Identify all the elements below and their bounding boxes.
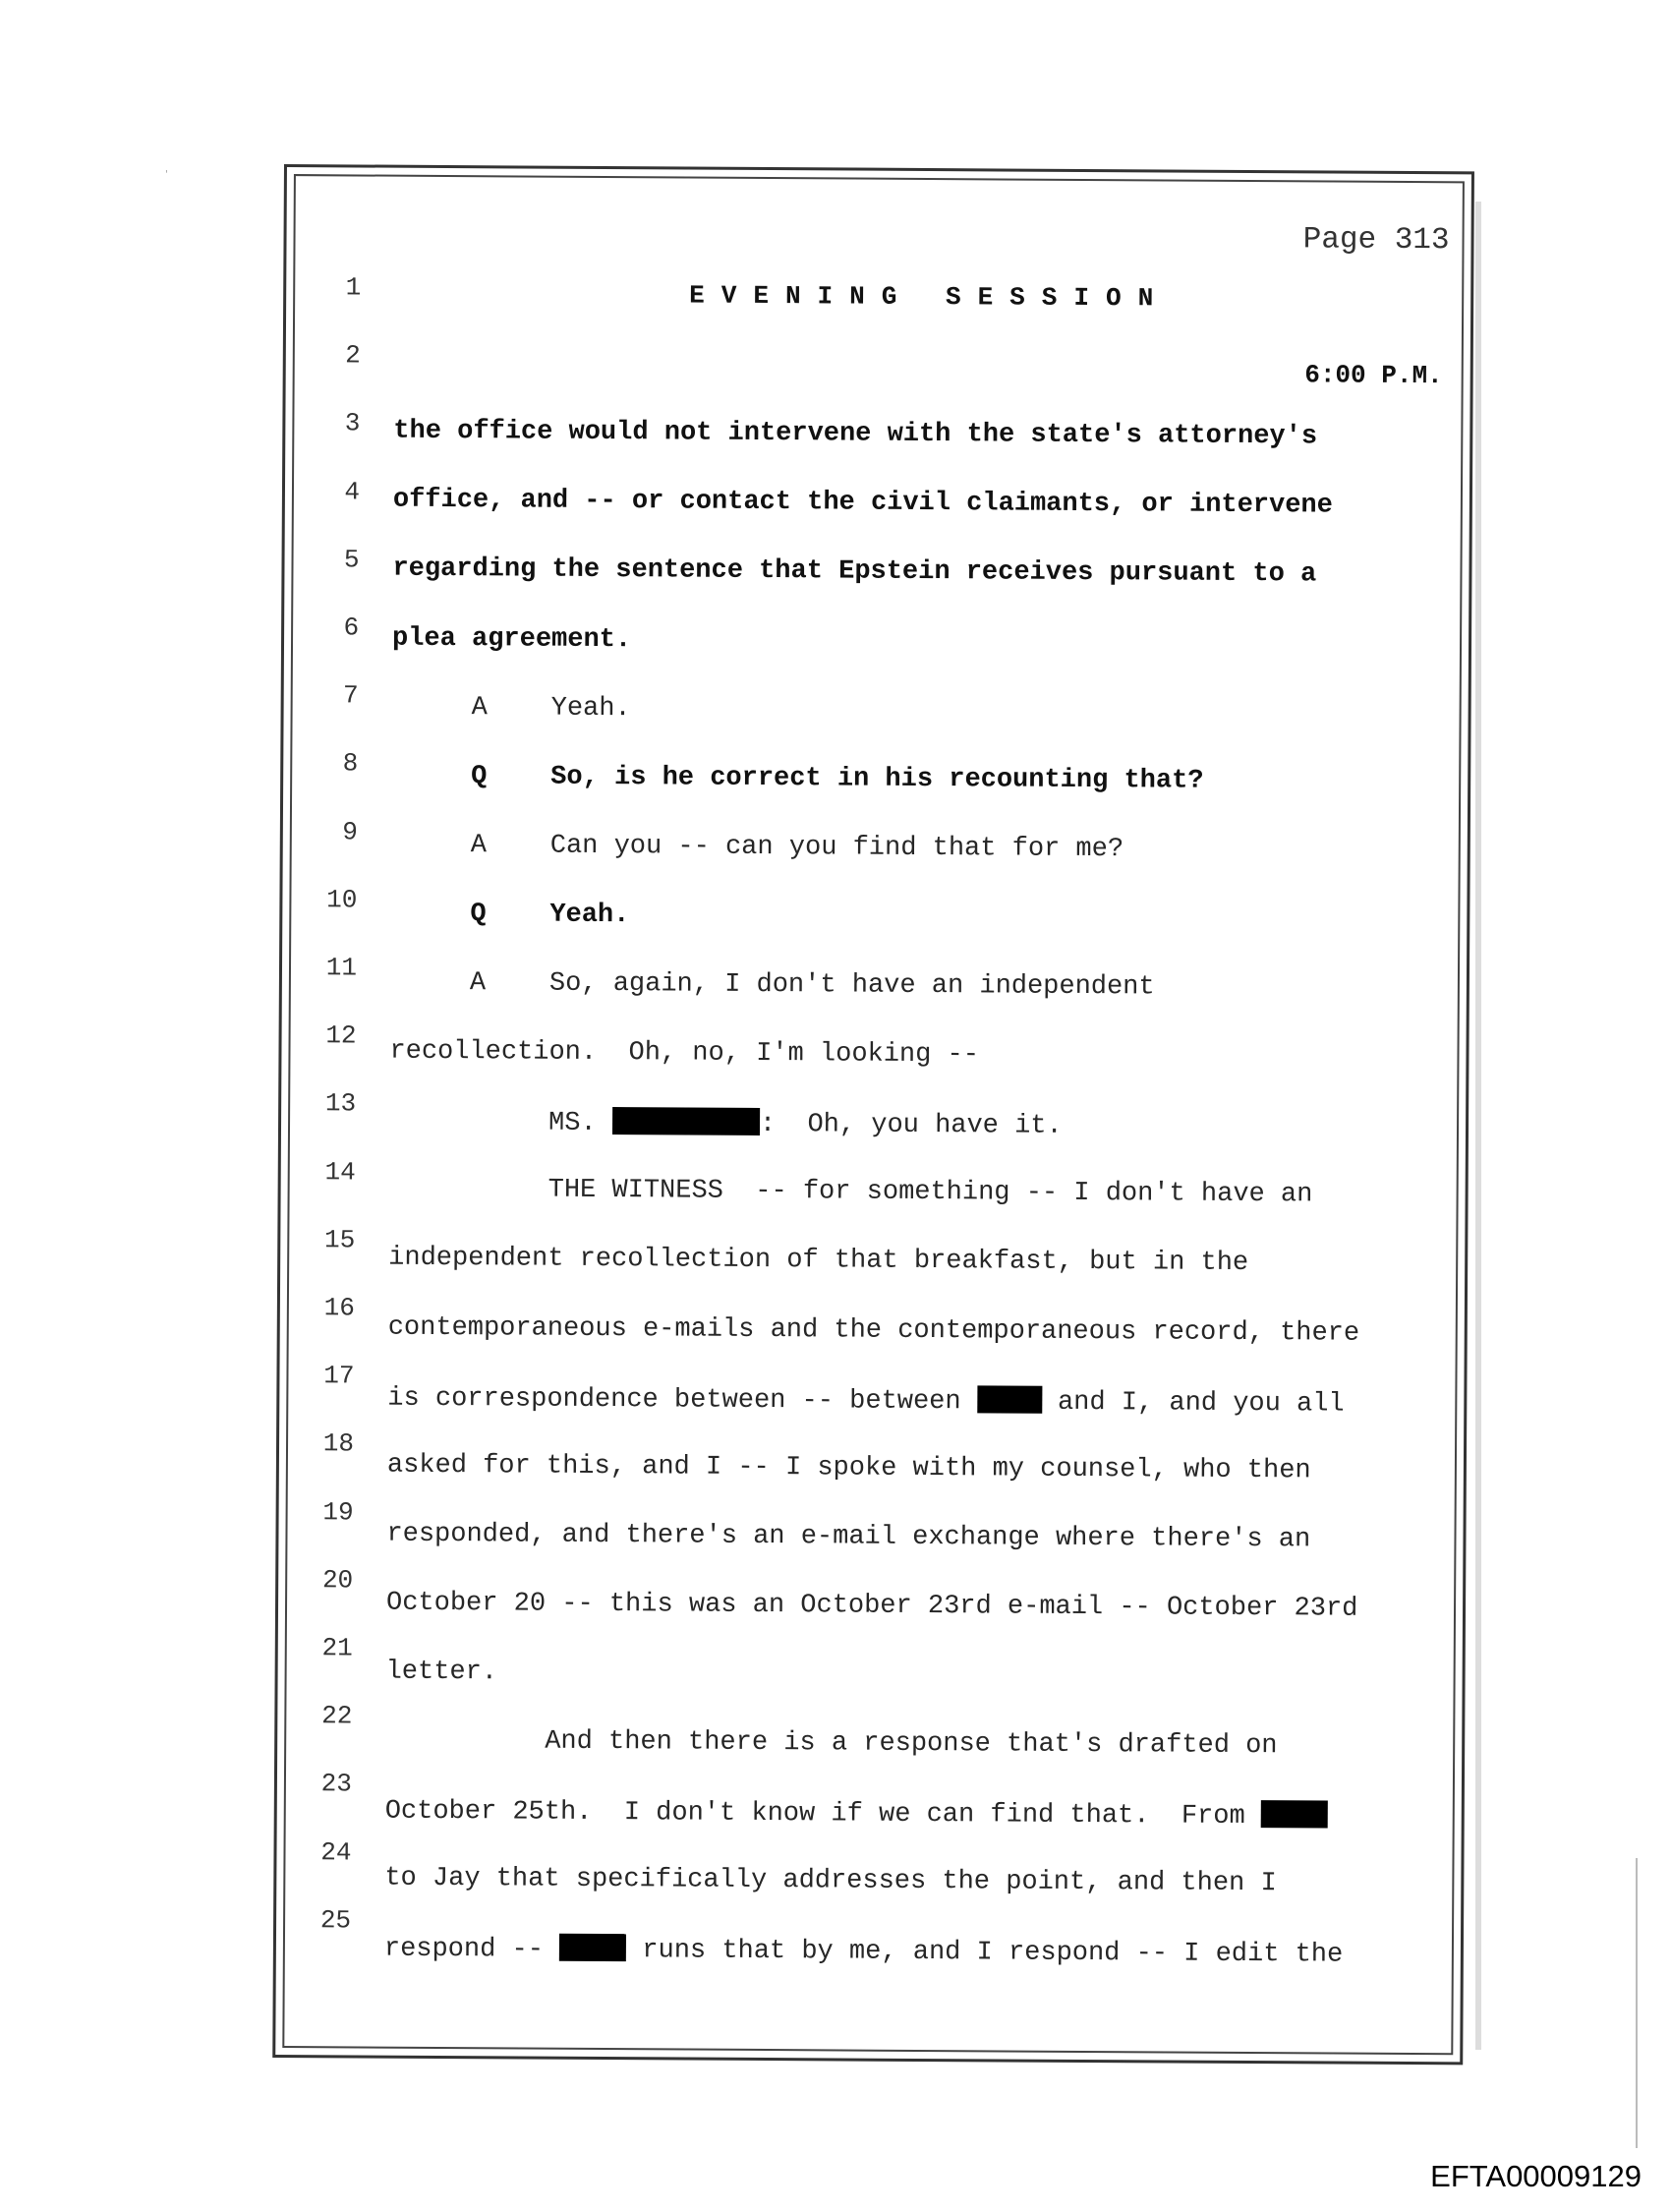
transcript-line bbox=[392, 554, 1316, 590]
transcript-line bbox=[384, 1864, 1277, 1899]
line-number: 5 bbox=[343, 545, 360, 575]
redaction-block bbox=[1261, 1800, 1328, 1828]
transcript-line bbox=[386, 1519, 1310, 1554]
transcript-line bbox=[392, 692, 631, 723]
transcript-line bbox=[386, 1658, 498, 1688]
line-text-segment: independent recollection of that breakfast, but in the bbox=[388, 1244, 1249, 1279]
transcript-line bbox=[385, 1726, 1278, 1762]
line-text-segment: asked for this, and I -- I spoke with my counsel, who then bbox=[386, 1450, 1311, 1486]
line-number: 6 bbox=[343, 612, 360, 643]
line-text-segment: respond -- bbox=[383, 1935, 560, 1966]
transcript-line bbox=[387, 1450, 1311, 1485]
transcript-line bbox=[386, 1589, 1358, 1624]
line-number: 9 bbox=[342, 816, 358, 847]
line-number: 16 bbox=[323, 1293, 355, 1323]
line-number: 12 bbox=[325, 1020, 357, 1051]
transcript-line bbox=[389, 1037, 979, 1071]
line-text-segment: recollection. Oh, no, I'm looking -- bbox=[389, 1036, 980, 1071]
line-text-segment: contemporaneous e-mails and the contemporaneous record, there bbox=[387, 1312, 1360, 1349]
line-text-segment: Q So, is he correct in his recounting that? bbox=[391, 761, 1204, 796]
redaction-block bbox=[977, 1385, 1042, 1413]
line-number: 15 bbox=[324, 1225, 356, 1255]
line-number: 2 bbox=[345, 340, 361, 371]
line-text-segment: responded, and there's an e-mail exchange where there's an bbox=[386, 1519, 1311, 1555]
line-text-segment: A Yeah. bbox=[391, 692, 631, 724]
line-text-segment: Q Yeah. bbox=[390, 899, 630, 931]
transcript-line bbox=[393, 417, 1317, 452]
transcript-line bbox=[388, 1244, 1248, 1278]
line-text-segment: October 20 -- this was an October 23rd e-mail -- October 23rd bbox=[385, 1588, 1358, 1624]
transcript-line bbox=[389, 1106, 1063, 1141]
document-id: EFTA00009129 bbox=[1430, 2159, 1642, 2193]
line-text-segment: A Can you -- can you find that for me? bbox=[390, 830, 1124, 865]
line-number: 22 bbox=[321, 1701, 353, 1731]
transcript-line bbox=[384, 1933, 1344, 1970]
transcript-line bbox=[390, 968, 1155, 1003]
line-text-segment: is correspondence between -- between bbox=[387, 1383, 977, 1417]
stray-scan-mark: ' bbox=[165, 169, 168, 180]
redaction-block bbox=[612, 1107, 760, 1135]
transcript-line bbox=[391, 830, 1124, 864]
line-number: 14 bbox=[324, 1156, 356, 1188]
line-text-segment: THE WITNESS -- for something -- I don't have an bbox=[388, 1174, 1313, 1210]
line-text-segment: EVENING SESSION bbox=[689, 280, 1171, 314]
line-number: 24 bbox=[320, 1836, 352, 1868]
line-number: 19 bbox=[322, 1496, 354, 1528]
line-number: 21 bbox=[321, 1633, 353, 1663]
line-number: 3 bbox=[344, 408, 361, 438]
transcript-line bbox=[390, 900, 629, 930]
transcript-line bbox=[387, 1381, 1345, 1419]
line-number: 17 bbox=[323, 1361, 355, 1391]
session-time bbox=[1304, 361, 1443, 391]
transcript-line bbox=[389, 1175, 1313, 1210]
line-text-segment: office, and -- or contact the civil claimants, or intervene bbox=[392, 485, 1333, 521]
line-text-segment: and I, and you all bbox=[1041, 1387, 1345, 1420]
page-number: Page 313 bbox=[1302, 222, 1450, 259]
line-number: 25 bbox=[319, 1905, 352, 1936]
line-text-segment: to Jay that specifically addresses the point, and then I bbox=[384, 1863, 1277, 1899]
transcript-line bbox=[388, 1312, 1360, 1348]
line-text-segment: October 25th. I don't know if we can find that. From bbox=[384, 1796, 1261, 1833]
line-text-segment: letter. bbox=[385, 1657, 498, 1688]
line-number: 18 bbox=[322, 1428, 355, 1459]
line-text-segment: And then there is a response that's drafted on bbox=[385, 1725, 1278, 1762]
transcript-line bbox=[385, 1795, 1328, 1833]
edge-line bbox=[1636, 1858, 1638, 2148]
line-text-segment: runs that by me, and I respond -- I edit the bbox=[626, 1936, 1344, 1971]
redaction-block bbox=[559, 1934, 626, 1961]
transcript-line bbox=[393, 486, 1333, 521]
transcript-frame bbox=[272, 164, 1474, 2065]
line-text-segment: regarding the sentence that Epstein receives pursuant to a bbox=[392, 554, 1317, 590]
line-text-segment: MS. bbox=[388, 1107, 612, 1139]
line-number: 8 bbox=[342, 748, 359, 779]
line-text-segment: plea agreement. bbox=[391, 623, 632, 655]
line-number: 7 bbox=[342, 680, 359, 711]
line-number: 13 bbox=[324, 1088, 357, 1119]
line-number: 10 bbox=[326, 885, 358, 915]
line-text-segment: : Oh, you have it. bbox=[759, 1110, 1063, 1142]
transcript-line bbox=[391, 761, 1204, 795]
session-title bbox=[689, 281, 1170, 314]
line-text-segment: 6:00 P.M. bbox=[1304, 360, 1443, 391]
right-shadow bbox=[1475, 202, 1481, 2050]
line-number: 11 bbox=[325, 953, 358, 983]
line-text-segment: the office would not intervene with the state's attorney's bbox=[393, 416, 1318, 452]
line-text-segment: A So, again, I don't have an independent bbox=[389, 967, 1155, 1003]
line-number: 4 bbox=[344, 476, 361, 507]
transcript-line bbox=[392, 623, 631, 654]
line-number: 1 bbox=[345, 272, 362, 303]
line-number: 23 bbox=[320, 1769, 353, 1799]
line-number: 20 bbox=[321, 1565, 354, 1596]
